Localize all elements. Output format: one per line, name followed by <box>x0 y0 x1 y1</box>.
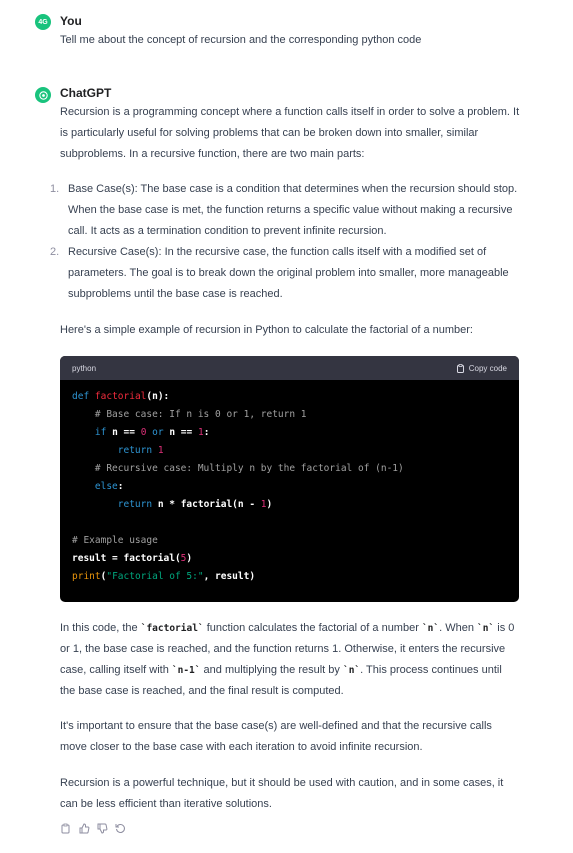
list-number: 2. <box>50 246 60 258</box>
regenerate-icon[interactable] <box>114 822 126 834</box>
concept-list <box>50 179 520 305</box>
inline-code: `n` <box>342 665 361 676</box>
explanation-paragraph: In this code, the `factorial` function calculates the factorial of a number `n`. When `n` is 0 or 1, the base case is reached, and the function returns 1. Otherwise, it enters the recursive case, calling itself with `n-1` and multiplying the result by `n`. This process continues until the base case is reached, and the final result is computed. <box>60 622 515 697</box>
user-message: Tell me about the concept of recursion and the corresponding python code <box>60 34 422 46</box>
code-language-label: python <box>72 363 97 373</box>
openai-logo-icon <box>35 87 51 103</box>
paragraph-conclusion: Recursion is a powerful technique, but it should be used with caution, and in some cases, it can be less efficient than iterative solutions. <box>60 777 504 810</box>
list-item <box>50 242 520 305</box>
user-avatar: 4G <box>35 14 51 30</box>
inline-code: `n` <box>477 623 495 634</box>
inline-code: `n-1` <box>171 665 201 676</box>
copy-icon[interactable] <box>60 822 72 834</box>
assistant-intro <box>60 102 520 165</box>
thumbs-down-icon[interactable] <box>96 822 108 834</box>
list-text: Recursive Case(s): In the recursive case, the function calls itself with a modified set of parameters. The goal is to break down the original problem into smaller, more manageable subproblems until the base case is reached. <box>68 246 509 300</box>
list-text: Base Case(s): The base case is a condition that determines when the recursion should stop. When the base case is met, the function returns a specific value without making a recursive call. It acts as a termination condition to prevent infinite recursion. <box>68 183 518 237</box>
list-item <box>50 179 520 242</box>
example-intro: Here's a simple example of recursion in Python to calculate the factorial of a number: <box>60 324 473 336</box>
copy-code-label: Copy code <box>468 363 507 373</box>
copy-icon <box>457 364 465 373</box>
intro-paragraph: Recursion is a programming concept where a function calls itself in order to solve a problem. It is particularly useful for solving problems that can be broken down into smaller, similar subproblems. In a recursive function, there are two main parts: <box>60 106 520 160</box>
code-block <box>60 356 519 602</box>
code-header <box>60 356 519 380</box>
thumbs-up-icon[interactable] <box>78 822 90 834</box>
message-actions <box>60 822 126 834</box>
paragraph-base-case: It's important to ensure that the base case(s) are well-defined and that the recursive calls move closer to the base case with each iteration to avoid infinite recursion. <box>60 720 492 753</box>
inline-code: `n` <box>421 623 440 634</box>
list-number: 1. <box>50 183 60 195</box>
copy-code-button[interactable] <box>457 364 507 373</box>
inline-code: `factorial` <box>140 623 204 634</box>
user-name: You <box>60 14 82 28</box>
code-content: def factorial(n): # Base case: If n is 0 or 1, return 1 if n == 0 or n == 1: return 1 # Recursive case: Multiply n by the factorial of (n-1) else: return n * factorial(n - 1) # Example usage result = factorial(5) print("Factorial of 5:", result) <box>72 391 404 582</box>
assistant-name: ChatGPT <box>60 86 112 100</box>
